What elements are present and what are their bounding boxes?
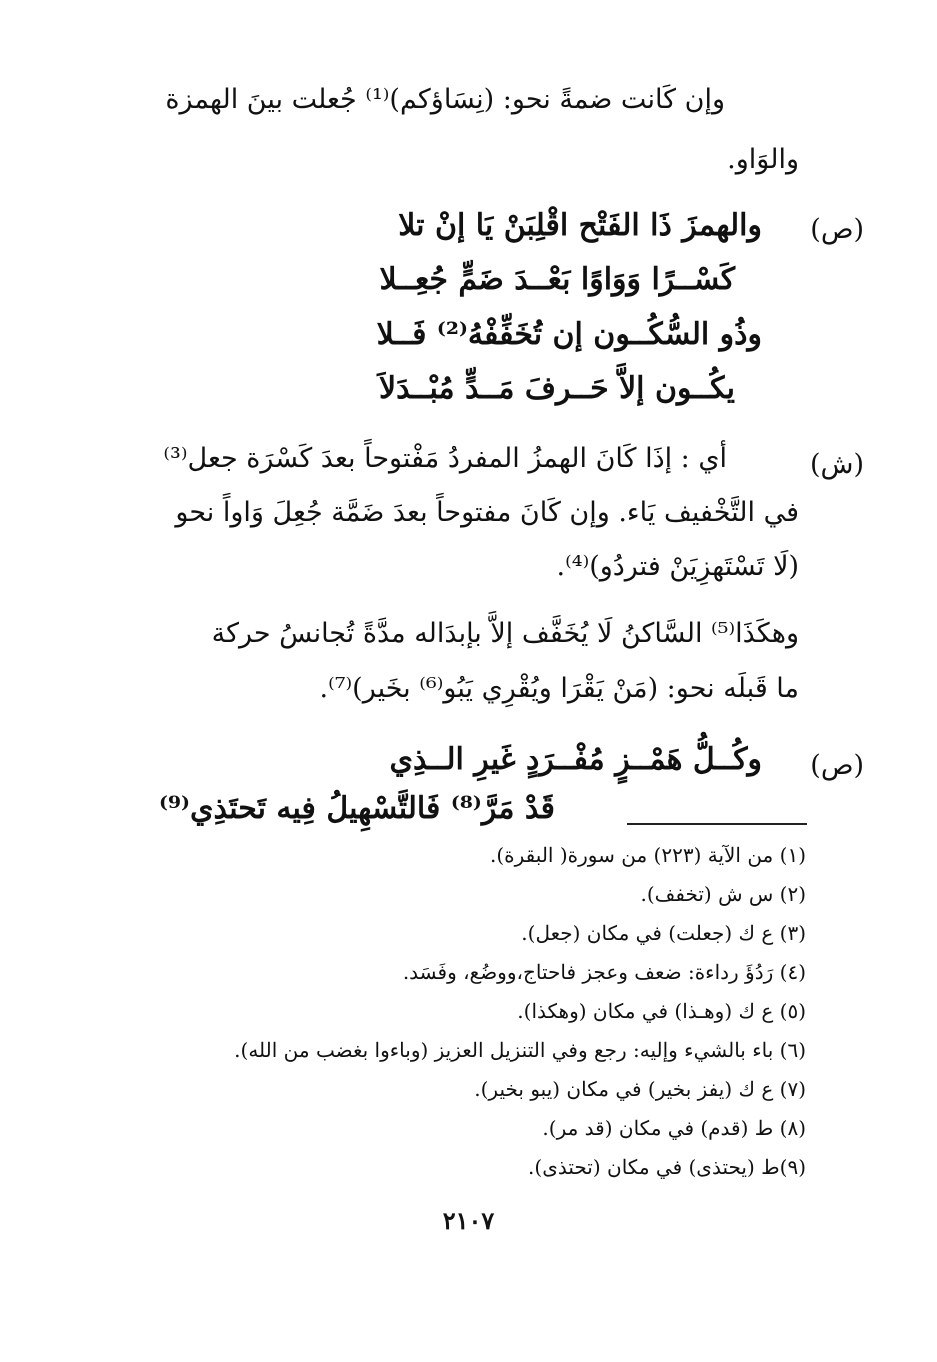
verse-1-line-2: كَسْــرًا وَوَاوًا بَعْــدَ ضَمٍّ جُعِــلا bbox=[379, 262, 735, 297]
footnote-2: (٢) س ش (تخفف). bbox=[640, 882, 806, 906]
footnote-7: (٧) ع ك (يفز بخير) في مكان (يبو بخير). bbox=[474, 1077, 806, 1101]
commentary-line-2: في التَّخْفيف يَاء. وإن كَانَ مفتوحاً بعدَ ضَمَّة جُعِلَ وَاواً نحو bbox=[175, 497, 799, 528]
verse-2-line-1: وكُــلُّ هَمْــزٍ مُفْــرَدٍ غَيرِ الــذِي bbox=[389, 742, 762, 777]
page-number: ٢١٠٧ bbox=[442, 1206, 495, 1235]
footnote-3: (٣) ع ك (جعلت) في مكان (جعل). bbox=[521, 921, 806, 945]
paragraph-2-line-1: وهكَذَا⁽⁵⁾ السَّاكنُ لَا يُخَفَّف إلاَّ بإبدَاله مدَّةً تُجانسُ حركة bbox=[211, 618, 799, 649]
paragraph-1-line-2: والوَاو. bbox=[727, 144, 799, 175]
footnote-4: (٤) رَدُؤَ رداءة: ضعف وعجز فاحتاج،ووضُع، وفَسَد. bbox=[402, 960, 806, 984]
footnote-1: (١) من الآية (٢٢٣) من سورة( البقرة). bbox=[490, 843, 806, 867]
commentary-line-3: (لَا تَسْتَهزِيَنْ فتردُو)⁽⁴⁾. bbox=[556, 551, 799, 582]
footnote-6: (٦) باء بالشيء وإليه: رجع وفي التنزيل العزيز (وباءوا بغضب من الله). bbox=[234, 1038, 806, 1062]
footnote-9: (٩)ط (يحتذى) في مكان (تحتذى). bbox=[528, 1155, 806, 1179]
verse-marker: (ص) bbox=[810, 214, 864, 245]
footnote-8: (٨) ط (قدم) في مكان (قد مر). bbox=[542, 1116, 806, 1140]
verse-1-line-1: والهمزَ ذَا الفَتْح اقْلِبَنْ يَا إنْ تلا bbox=[398, 208, 762, 243]
commentary-marker: (ش) bbox=[809, 449, 864, 480]
footnote-5: (٥) ع ك (وهـذا) في مكان (وهكذا). bbox=[517, 999, 806, 1023]
paragraph-1-line-1: وإن كَانت ضمةً نحو: (نِسَاؤكم)⁽¹⁾ جُعلت بينَ الهمزة bbox=[165, 84, 725, 115]
verse-marker: (ص) bbox=[810, 750, 864, 781]
verse-1-line-3: وذُو السُّكُــون إن تُخَفِّفْهُ⁽²⁾ فَــلا bbox=[376, 317, 762, 352]
paragraph-2-line-2: ما قَبلَه نحو: (مَنْ يَقْرَا ويُقْرِي يَبُو⁽⁶⁾ بخَير)⁽⁷⁾. bbox=[319, 673, 799, 704]
verse-2-line-2: قَدْ مَرَّ⁽⁸⁾ فَالتَّسْهِيلُ فِيه تَحتَذِي⁽⁹⁾ bbox=[158, 791, 555, 826]
commentary-line-1: أي : إذَا كَانَ الهمزُ المفردُ مَفْتوحاً بعدَ كَسْرَة جعل⁽³⁾ bbox=[163, 443, 727, 474]
footnote-separator bbox=[627, 823, 807, 825]
verse-1-line-4: يكُــون إلاَّ حَــرفَ مَــدٍّ مُبْــدَلاَ bbox=[379, 371, 735, 406]
